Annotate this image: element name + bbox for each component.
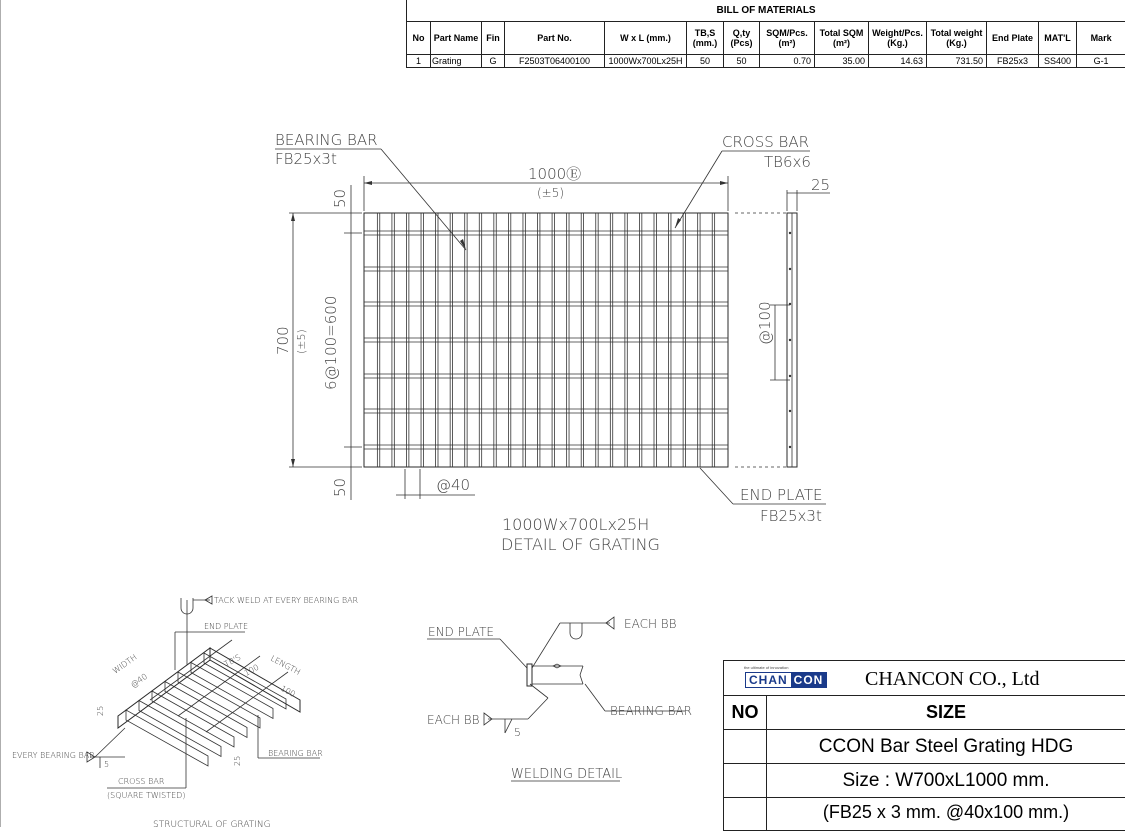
logo-right: CON bbox=[791, 673, 827, 687]
vertical-dimensions bbox=[274, 185, 362, 500]
logo-left: CHAN bbox=[746, 673, 791, 687]
bearing-pitch-label: @40 bbox=[436, 476, 470, 494]
side-pitch-label: @100 bbox=[756, 301, 774, 345]
cross-bar-callout bbox=[675, 133, 811, 228]
end-plate-thk-label: 25 bbox=[811, 176, 830, 194]
bom-header: TB,S (mm.) bbox=[687, 22, 724, 55]
bom-header: Total weight (Kg.) bbox=[927, 22, 987, 55]
bom-cell-sqm-pcs: 0.70 bbox=[760, 55, 815, 68]
height-dim-label: 700 bbox=[274, 326, 292, 355]
iso-bearing-bar bbox=[126, 710, 208, 766]
iso-bearing-bar bbox=[152, 691, 234, 747]
bom-cell-matl: SS400 bbox=[1039, 55, 1077, 68]
bom-cell-wxl: 1000Wx700Lx25H bbox=[605, 55, 687, 68]
bom-header: Q,ty (Pcs) bbox=[724, 22, 760, 55]
size-label: SIZE bbox=[767, 696, 1125, 730]
empty-cell bbox=[724, 764, 767, 798]
bill-of-materials-table bbox=[406, 0, 1125, 68]
cross-pitch-label: 6@100=600 bbox=[322, 296, 340, 390]
cross-bar-size: TB6x6 bbox=[764, 153, 811, 171]
bottom-margin-label: 50 bbox=[331, 478, 349, 497]
square-twisted-label: (SQUARE TWISTED) bbox=[107, 791, 185, 800]
bom-header: Part No. bbox=[505, 22, 605, 55]
bom-cell-part-name: Grating bbox=[431, 55, 482, 68]
tbs-value: 100 bbox=[243, 663, 261, 678]
top-margin-label: 50 bbox=[331, 189, 349, 208]
cross-bar-section bbox=[789, 232, 791, 234]
no-label: NO bbox=[724, 696, 767, 730]
bom-header: Total SQM (m²) bbox=[815, 22, 869, 55]
bom-cell-mark: G-1 bbox=[1077, 55, 1125, 68]
welding-detail bbox=[427, 617, 692, 782]
width-tol-label: (±5) bbox=[537, 186, 564, 200]
bearing-bar-callout bbox=[275, 131, 466, 250]
bom-cell-part-no: F2503T06400100 bbox=[505, 55, 605, 68]
struct-25b-label: 25 bbox=[233, 756, 242, 766]
bom-cell-end-plate: FB25x3 bbox=[987, 55, 1039, 68]
weld-end-plate-label: END PLATE bbox=[428, 625, 494, 639]
weld-each-bb-bottom: EACH BB bbox=[427, 713, 480, 727]
size-line: Size : W700xL1000 mm. bbox=[767, 764, 1125, 798]
end-plate-size: FB25x3t bbox=[760, 507, 822, 525]
length-label: LENGTH bbox=[269, 654, 302, 677]
empty-cell bbox=[724, 730, 767, 764]
bom-header: MAT'L bbox=[1039, 22, 1077, 55]
product-name: CCON Bar Steel Grating HDG bbox=[767, 730, 1125, 764]
width-dim-label: 1000Ⓔ bbox=[528, 165, 581, 183]
struct-five-label: 5 bbox=[104, 760, 109, 769]
structural-isometric bbox=[12, 596, 359, 827]
chancon-logo bbox=[745, 672, 827, 688]
bom-cell-weight-pcs: 14.63 bbox=[869, 55, 927, 68]
struct-bearing-bar-label: BEARING BAR bbox=[268, 749, 323, 758]
weld-bearing-bar-label: BEARING BAR bbox=[610, 704, 692, 718]
every-bb-label: EVERY BEARING BAR bbox=[12, 751, 95, 760]
height-tol-label: (±5) bbox=[295, 329, 308, 354]
width-label: WIDTH bbox=[111, 653, 139, 676]
struct-100-label: 100 bbox=[279, 684, 297, 699]
company-name: CHANCON CO., Ltd bbox=[865, 668, 1039, 691]
bom-header-row bbox=[407, 22, 1125, 55]
bom-header: Part Name bbox=[431, 22, 482, 55]
bom-header: Weight/Pcs. (Kg.) bbox=[869, 22, 927, 55]
iso-bearing-bar bbox=[178, 672, 260, 728]
struct-25a-label: 25 bbox=[96, 706, 105, 716]
detail-caption-title: DETAIL OF GRATING bbox=[501, 535, 660, 554]
cross-bar-section bbox=[789, 446, 791, 448]
iso-bearing-bar bbox=[191, 663, 273, 719]
iso-cross-bar bbox=[150, 640, 232, 700]
structural-caption: STRUCTURAL OF GRATING bbox=[153, 820, 271, 827]
cross-bar-section bbox=[789, 410, 791, 412]
tack-weld-label: TACK WELD AT EVERY BEARING BAR bbox=[214, 596, 359, 605]
bom-cell-no: 1 bbox=[407, 55, 431, 68]
struct-cross-bar-label: CROSS BAR bbox=[118, 777, 165, 786]
bom-header: W x L (mm.) bbox=[605, 22, 687, 55]
grating-plan bbox=[364, 213, 728, 467]
welding-caption: WELDING DETAIL bbox=[511, 767, 622, 782]
bom-cell-fin: G bbox=[482, 55, 505, 68]
logo-tagline: the ultimate of innovation bbox=[744, 665, 788, 670]
bom-title: BILL OF MATERIALS bbox=[407, 0, 1125, 22]
iso-bearing-bar bbox=[165, 682, 247, 738]
company-row bbox=[724, 661, 1125, 696]
struct-at40-label: @40 bbox=[129, 672, 149, 690]
side-elevation bbox=[735, 176, 830, 467]
cross-bar-section bbox=[789, 375, 791, 377]
bom-header: Mark bbox=[1077, 22, 1125, 55]
cross-bar-section bbox=[789, 268, 791, 270]
grating-outline bbox=[364, 213, 728, 467]
detail-caption-size: 1000Wx700Lx25H bbox=[502, 515, 649, 534]
bearing-bar-label: BEARING BAR bbox=[275, 131, 378, 149]
bearing-pitch-dimension bbox=[396, 469, 475, 499]
tbs-label: TB'S bbox=[223, 653, 243, 669]
iso-bearing-bar bbox=[139, 701, 221, 757]
bearing-bar-size: FB25x3t bbox=[275, 150, 337, 168]
end-plate-label: END PLATE bbox=[740, 486, 823, 504]
end-plate-callout bbox=[700, 468, 826, 525]
table-row bbox=[407, 55, 1125, 68]
spec-line: (FB25 x 3 mm. @40x100 mm.) bbox=[767, 798, 1125, 831]
bom-header: End Plate bbox=[987, 22, 1039, 55]
weld-each-bb-top: EACH BB bbox=[624, 617, 677, 631]
bom-header: No bbox=[407, 22, 431, 55]
weld-five-label: 5 bbox=[514, 726, 521, 739]
cross-bar-section bbox=[789, 339, 791, 341]
width-dimension bbox=[364, 165, 728, 211]
title-block bbox=[723, 660, 1125, 831]
bom-cell-qty: 50 bbox=[724, 55, 760, 68]
bom-header: SQM/Pcs. (m²) bbox=[760, 22, 815, 55]
struct-end-plate-label: END PLATE bbox=[204, 622, 248, 631]
bearing-bars bbox=[377, 213, 714, 467]
empty-cell bbox=[724, 798, 767, 831]
bom-header: Fin bbox=[482, 22, 505, 55]
bom-cell-total-sqm: 35.00 bbox=[815, 55, 869, 68]
bom-cell-total-weight: 731.50 bbox=[927, 55, 987, 68]
cross-bar-label: CROSS BAR bbox=[722, 133, 809, 151]
cross-bars bbox=[364, 231, 728, 449]
bom-cell-tbs: 50 bbox=[687, 55, 724, 68]
